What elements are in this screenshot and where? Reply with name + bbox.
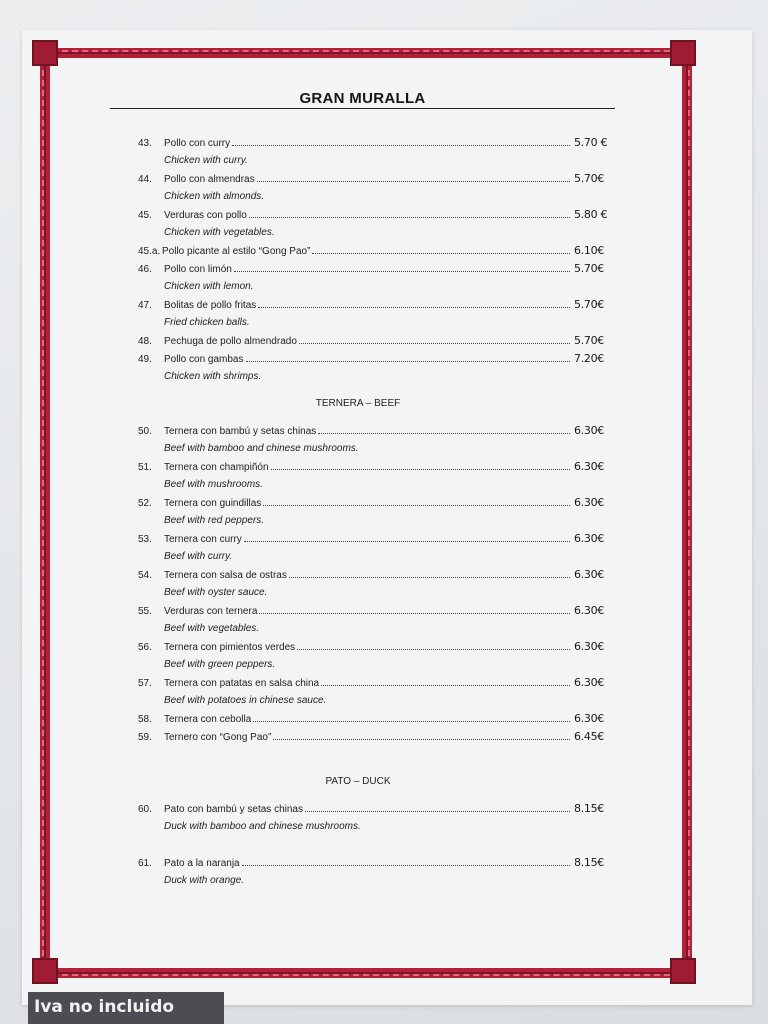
item-price: 5.70€ (574, 172, 604, 185)
menu-title: GRAN MURALLA (299, 90, 426, 107)
dot-leader (234, 271, 570, 272)
item-price: 6.45€ (574, 730, 604, 743)
menu-item-line (138, 638, 618, 656)
menu-item-line (138, 170, 618, 188)
menu-item (138, 566, 618, 602)
menu-item-line (138, 602, 618, 620)
item-name: Pollo con almendras (164, 174, 255, 185)
item-price: 5.70€ (574, 298, 604, 311)
menu-item (138, 674, 618, 710)
item-price: 6.30€ (574, 568, 604, 581)
menu-item-line (138, 134, 618, 152)
border-corner-ornament (670, 40, 696, 66)
dot-leader (253, 721, 570, 722)
menu-item (138, 134, 618, 170)
menu-item (138, 530, 618, 566)
item-number: 60. (138, 804, 152, 815)
menu-item (138, 602, 618, 638)
item-number: 51. (138, 462, 152, 473)
dot-leader (249, 217, 570, 218)
dot-leader (312, 253, 570, 254)
title-underline (110, 108, 615, 109)
item-price: 6.30€ (574, 604, 604, 617)
item-number: 54. (138, 570, 152, 581)
item-price: 6.30€ (574, 532, 604, 545)
menu-item-line (138, 566, 618, 584)
item-price: 6.30€ (574, 676, 604, 689)
item-english-name: Chicken with curry. (164, 155, 248, 166)
item-name: Ternera con pimientos verdes (164, 642, 296, 653)
item-price: 5.80 € (574, 208, 608, 221)
item-english-name: Beef with mushrooms. (164, 479, 263, 490)
menu-item-line (138, 530, 618, 548)
dot-leader (321, 685, 570, 686)
section-heading: TERNERA – BEEF (315, 398, 401, 409)
item-number: 48. (138, 336, 152, 347)
menu-item-line (138, 800, 618, 818)
item-number: 45.a. (138, 246, 161, 257)
dot-leader (244, 541, 570, 542)
item-price: 8.15€ (574, 856, 604, 869)
menu-item-line (138, 854, 618, 872)
menu-item-line (138, 350, 618, 368)
item-price: 6.30€ (574, 640, 604, 653)
item-name: Ternero con “Gong Pao” (164, 732, 272, 743)
menu-item-line (138, 458, 618, 476)
section-heading: PATO – DUCK (325, 776, 391, 787)
dot-leader (257, 181, 570, 182)
dot-leader (263, 505, 570, 506)
item-number: 59. (138, 732, 152, 743)
item-name: Ternera con guindillas (164, 498, 262, 509)
item-price: 5.70€ (574, 334, 604, 347)
menu-item-line (138, 422, 618, 440)
item-number: 61. (138, 858, 152, 869)
vat-note: Iva no incluido (28, 992, 224, 1024)
dot-leader (305, 811, 570, 812)
item-price: 6.10€ (574, 244, 604, 257)
menu-item (138, 458, 618, 494)
item-number: 45. (138, 210, 152, 221)
item-english-name: Chicken with vegetables. (164, 227, 275, 238)
item-number: 52. (138, 498, 152, 509)
dot-leader (318, 433, 570, 434)
item-name: Pollo con limón (164, 264, 232, 275)
item-english-name: Beef with red peppers. (164, 515, 265, 526)
item-number: 56. (138, 642, 152, 653)
item-price: 7.20€ (574, 352, 604, 365)
item-number: 55. (138, 606, 152, 617)
item-english-name: Beef with green peppers. (164, 659, 276, 670)
menu-item (138, 350, 618, 386)
item-english-name: Chicken with lemon. (164, 281, 254, 292)
dot-leader (289, 577, 570, 578)
dot-leader (259, 613, 570, 614)
item-english-name: Duck with orange. (164, 875, 245, 886)
item-number: 43. (138, 138, 152, 149)
menu-item (138, 260, 618, 296)
item-spacer (138, 836, 618, 854)
menu-item (138, 710, 618, 728)
item-number: 47. (138, 300, 152, 311)
menu-item-line (138, 728, 618, 746)
item-name: Ternera con cebolla (164, 714, 252, 725)
item-english-name: Beef with vegetables. (164, 623, 260, 634)
item-name: Verduras con pollo (164, 210, 247, 221)
menu-item-line (138, 296, 618, 314)
dot-leader (297, 649, 570, 650)
menu-item (138, 332, 618, 350)
menu-list (138, 134, 618, 890)
item-number: 58. (138, 714, 152, 725)
menu-item-line (138, 242, 618, 260)
item-english-name: Beef with potatoes in chinese sauce. (164, 695, 327, 706)
item-name: Ternera con champiñón (164, 462, 269, 473)
menu-item (138, 494, 618, 530)
item-name: Pechuga de pollo almendrado (164, 336, 297, 347)
item-name: Pollo con curry (164, 138, 231, 149)
menu-item (138, 242, 618, 260)
menu-item (138, 638, 618, 674)
dot-leader (271, 469, 570, 470)
item-price: 5.70 € (574, 136, 608, 149)
item-name: Pato con bambú y setas chinas (164, 804, 303, 815)
item-price: 5.70€ (574, 262, 604, 275)
border-corner-ornament (32, 40, 58, 66)
menu-item-line (138, 332, 618, 350)
item-number: 46. (138, 264, 152, 275)
section-spacer (138, 746, 618, 764)
item-price: 6.30€ (574, 460, 604, 473)
item-number: 49. (138, 354, 152, 365)
item-english-name: Beef with curry. (164, 551, 233, 562)
item-english-name: Fried chicken balls. (164, 317, 250, 328)
item-price: 8.15€ (574, 802, 604, 815)
menu-item-line (138, 494, 618, 512)
menu-item (138, 728, 618, 746)
item-name: Bolitas de pollo fritas (164, 300, 257, 311)
item-name: Verduras con ternera (164, 606, 258, 617)
menu-item (138, 206, 618, 242)
item-price: 6.30€ (574, 424, 604, 437)
border-corner-ornament (670, 958, 696, 984)
item-number: 50. (138, 426, 152, 437)
dot-leader (299, 343, 570, 344)
menu-item-line (138, 710, 618, 728)
item-number: 57. (138, 678, 152, 689)
dot-leader (232, 145, 570, 146)
menu-item (138, 170, 618, 206)
menu-item (138, 800, 618, 836)
menu-item-line (138, 260, 618, 278)
dot-leader (242, 865, 570, 866)
item-english-name: Chicken with shrimps. (164, 371, 262, 382)
item-english-name: Duck with bamboo and chinese mushrooms. (164, 821, 361, 832)
dot-leader (258, 307, 570, 308)
item-number: 53. (138, 534, 152, 545)
item-name: Ternera con bambú y setas chinas (164, 426, 317, 437)
item-english-name: Chicken with almonds. (164, 191, 265, 202)
item-price: 6.30€ (574, 712, 604, 725)
item-english-name: Beef with oyster sauce. (164, 587, 268, 598)
dot-leader (273, 739, 570, 740)
item-name: Pollo con gambas (164, 354, 244, 365)
item-price: 6.30€ (574, 496, 604, 509)
menu-item (138, 422, 618, 458)
menu-item-line (138, 674, 618, 692)
menu-item (138, 854, 618, 890)
item-name: Ternera con salsa de ostras (164, 570, 287, 581)
menu-item (138, 296, 618, 332)
item-number: 44. (138, 174, 152, 185)
item-name: Ternera con patatas en salsa china (164, 678, 320, 689)
border-corner-ornament (32, 958, 58, 984)
menu-item-line (138, 206, 618, 224)
item-name: Pollo picante al estilo “Gong Pao” (162, 246, 311, 257)
item-english-name: Beef with bamboo and chinese mushrooms. (164, 443, 359, 454)
item-name: Pato a la naranja (164, 858, 240, 869)
item-name: Ternera con curry (164, 534, 242, 545)
dot-leader (246, 361, 571, 362)
